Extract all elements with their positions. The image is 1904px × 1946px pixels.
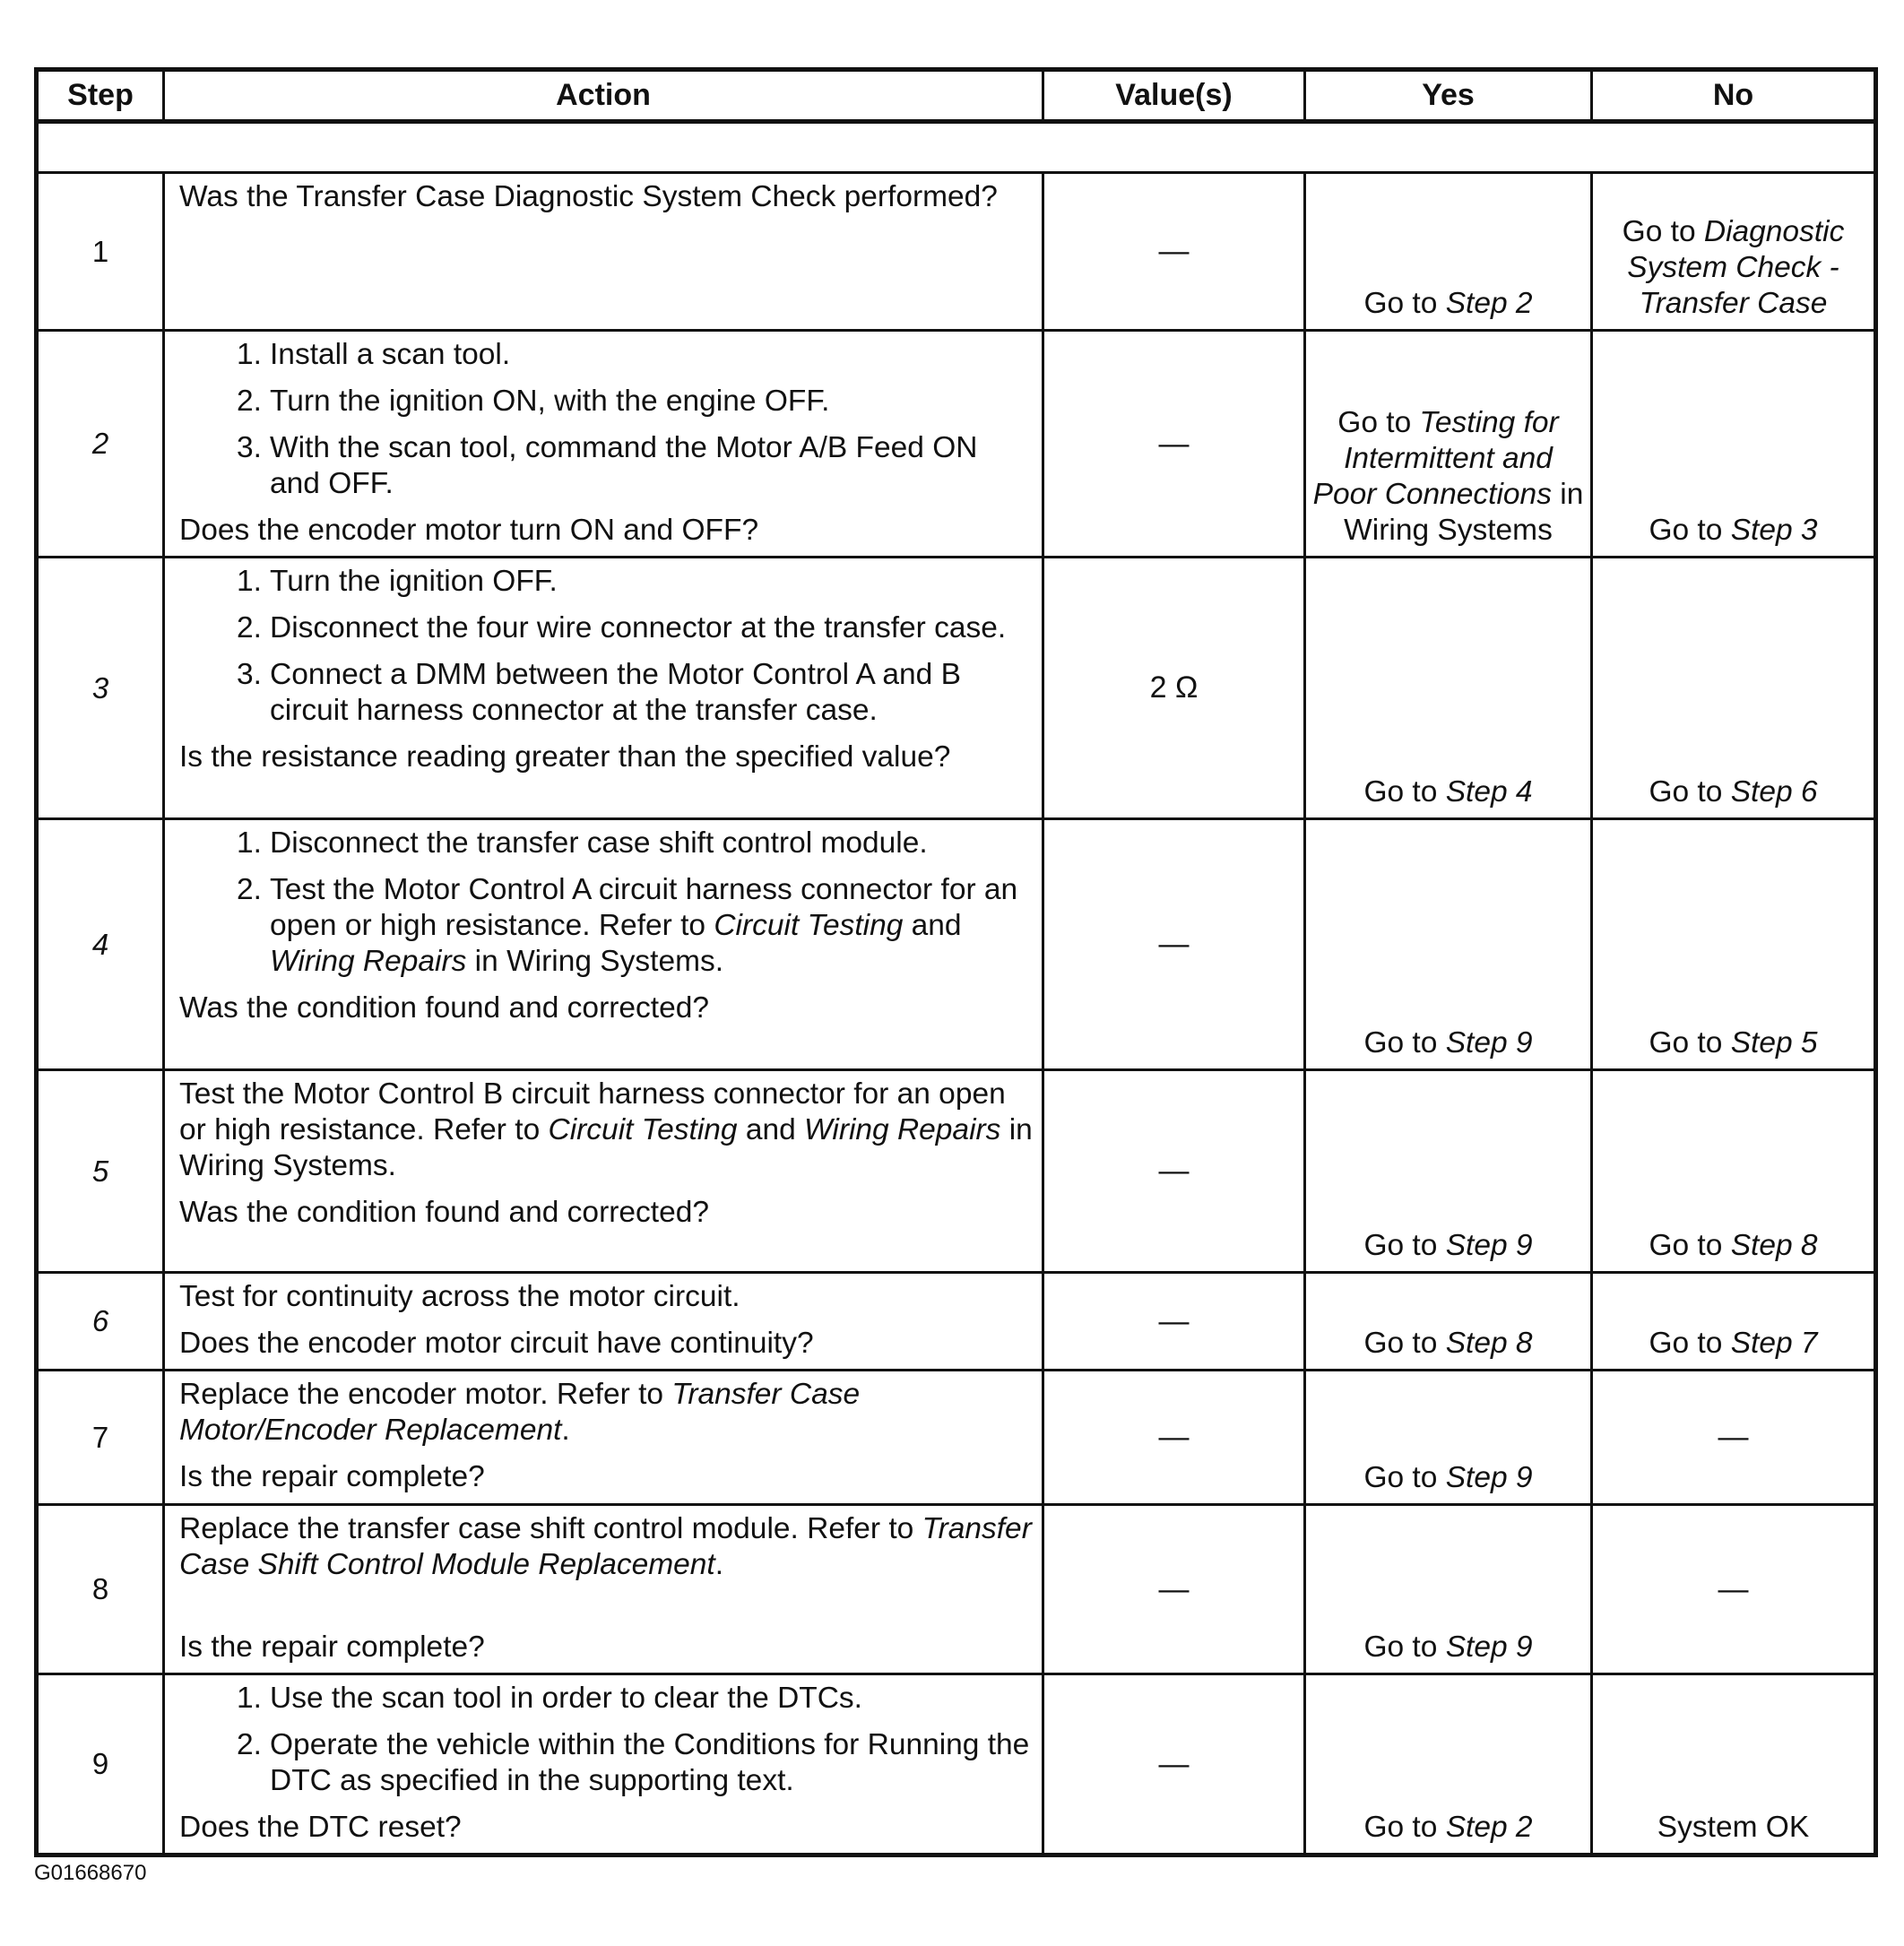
- step-number: 4: [37, 819, 164, 1070]
- yes-prefix: Go to: [1363, 1630, 1446, 1664]
- action-list: [179, 337, 1033, 502]
- value-cell: —: [1043, 1070, 1305, 1273]
- action-cell: [164, 819, 1043, 1070]
- yes-prefix: Go to: [1337, 406, 1420, 439]
- action-question: Does the DTC reset?: [179, 1811, 462, 1844]
- action-list: [179, 1681, 1033, 1799]
- list-item: 2. Test the Motor Control A circuit harness connector for an open or high resistance. Refer to Circuit Testing and Wiring Repairs in Wiring Systems.: [237, 873, 1018, 978]
- yes-cell: [1305, 173, 1592, 331]
- action-list: [179, 564, 1033, 729]
- no-cell: [1592, 1070, 1876, 1273]
- wiring-repairs-link[interactable]: Wiring Repairs: [270, 945, 467, 978]
- yes-prefix: Go to: [1363, 1461, 1446, 1494]
- no-cell: [1592, 173, 1876, 331]
- step-number: 9: [37, 1674, 164, 1855]
- yes-step-link[interactable]: Step 4: [1445, 775, 1533, 809]
- yes-step-link[interactable]: Step 9: [1445, 1026, 1533, 1059]
- step-number: 3: [37, 558, 164, 819]
- yes-prefix: Go to: [1363, 1026, 1446, 1059]
- action-cell: [164, 331, 1043, 558]
- header-step: Step: [37, 70, 164, 122]
- action-text: Was the Transfer Case Diagnostic System Check performed?: [179, 180, 998, 213]
- action-question: Is the resistance reading greater than the specified value?: [179, 740, 951, 774]
- step-number: 5: [37, 1070, 164, 1273]
- no-cell: —: [1592, 1505, 1876, 1674]
- yes-link[interactable]: Testing for Intermittent and Poor Connections: [1312, 406, 1559, 511]
- no-prefix: Go to: [1622, 215, 1704, 248]
- action-cell: [164, 558, 1043, 819]
- figure-id: G01668670: [34, 1861, 147, 1885]
- no-prefix: Go to: [1649, 775, 1731, 809]
- yes-cell: [1305, 331, 1592, 558]
- yes-step-link[interactable]: Step 2: [1445, 287, 1533, 320]
- no-prefix: Go to: [1649, 1229, 1731, 1262]
- value-cell: —: [1043, 1505, 1305, 1674]
- yes-cell: [1305, 1505, 1592, 1674]
- action-cell: [164, 1505, 1043, 1674]
- yes-cell: [1305, 1273, 1592, 1371]
- action-question: Was the condition found and corrected?: [179, 1196, 709, 1229]
- spacer-row: [37, 122, 1876, 173]
- no-step-link[interactable]: Step 3: [1730, 514, 1818, 547]
- no-cell: [1592, 558, 1876, 819]
- yes-step-link[interactable]: Step 9: [1445, 1630, 1533, 1664]
- circuit-testing-link[interactable]: Circuit Testing: [548, 1113, 738, 1146]
- action-cell: [164, 173, 1043, 331]
- yes-step-link[interactable]: Step 9: [1445, 1461, 1533, 1494]
- value-cell: —: [1043, 1273, 1305, 1371]
- no-step-link[interactable]: Step 6: [1730, 775, 1818, 809]
- no-prefix: Go to: [1649, 1026, 1731, 1059]
- yes-prefix: Go to: [1363, 775, 1446, 809]
- action-question: Does the encoder motor circuit have continuity?: [179, 1327, 814, 1360]
- step-number: 6: [37, 1273, 164, 1371]
- no-cell: [1592, 331, 1876, 558]
- header-row: [37, 70, 1876, 122]
- no-step-link[interactable]: Step 8: [1730, 1229, 1818, 1262]
- circuit-testing-link[interactable]: Circuit Testing: [714, 909, 904, 942]
- header-values: Value(s): [1043, 70, 1305, 122]
- action-list: [179, 826, 1033, 980]
- no-prefix: Go to: [1649, 1327, 1731, 1360]
- yes-cell: [1305, 1674, 1592, 1855]
- list-item: 3. Connect a DMM between the Motor Control A and B circuit harness connector at the transfer case.: [237, 658, 961, 727]
- diagnostic-table: [34, 67, 1878, 1857]
- no-cell: [1592, 819, 1876, 1070]
- step-number: 8: [37, 1505, 164, 1674]
- no-step-link[interactable]: Diagnostic System Check - Transfer Case: [1627, 215, 1845, 320]
- action-text: Test the Motor Control B circuit harness connector for an open or high resistance. Refer to Circuit Testing and Wiring Repairs in Wiring Systems.: [179, 1077, 1033, 1182]
- list-item: 1. Install a scan tool.: [237, 338, 511, 371]
- action-question: Is the repair complete?: [179, 1460, 485, 1493]
- yes-prefix: Go to: [1363, 1327, 1446, 1360]
- value-cell: —: [1043, 819, 1305, 1070]
- value-cell: 2 Ω: [1043, 558, 1305, 819]
- action-text: Replace the transfer case shift control module. Refer to Transfer Case Shift Control Module Replacement.: [179, 1512, 1032, 1581]
- replacement-link[interactable]: Transfer Case Motor/Encoder Replacement: [179, 1378, 861, 1447]
- header-action: Action: [164, 70, 1043, 122]
- list-item: 2. Operate the vehicle within the Conditions for Running the DTC as specified in the supporting text.: [237, 1728, 1030, 1797]
- header-no: No: [1592, 70, 1876, 122]
- wiring-repairs-link[interactable]: Wiring Repairs: [804, 1113, 1001, 1146]
- list-item: 1. Disconnect the transfer case shift control module.: [237, 826, 928, 860]
- step-row-3: [37, 558, 1876, 819]
- action-question: Does the encoder motor turn ON and OFF?: [179, 514, 759, 547]
- step-number: 2: [37, 331, 164, 558]
- yes-step-link[interactable]: Step 9: [1445, 1229, 1533, 1262]
- action-cell: [164, 1674, 1043, 1855]
- list-item: 1. Turn the ignition OFF.: [237, 565, 558, 598]
- value-cell: —: [1043, 1674, 1305, 1855]
- yes-suffix: in Wiring Systems: [1344, 478, 1584, 547]
- step-row-4: [37, 819, 1876, 1070]
- yes-prefix: Go to: [1363, 1811, 1446, 1844]
- yes-step-link[interactable]: Step 2: [1445, 1811, 1533, 1844]
- action-question: Is the repair complete?: [179, 1630, 485, 1664]
- no-cell: System OK: [1592, 1674, 1876, 1855]
- step-number: 7: [37, 1371, 164, 1505]
- list-item: 1. Use the scan tool in order to clear the DTCs.: [237, 1682, 862, 1715]
- yes-cell: [1305, 558, 1592, 819]
- yes-prefix: Go to: [1363, 1229, 1446, 1262]
- action-cell: [164, 1273, 1043, 1371]
- action-question: Was the condition found and corrected?: [179, 991, 709, 1025]
- step-row-2: [37, 331, 1876, 558]
- yes-cell: [1305, 1070, 1592, 1273]
- yes-step-link[interactable]: Step 8: [1445, 1327, 1533, 1360]
- header-yes: Yes: [1305, 70, 1592, 122]
- action-text: Replace the encoder motor. Refer to Transfer Case Motor/Encoder Replacement.: [179, 1378, 861, 1447]
- step-row-9: [37, 1674, 1876, 1855]
- value-cell: —: [1043, 173, 1305, 331]
- value-cell: —: [1043, 1371, 1305, 1505]
- action-cell: [164, 1371, 1043, 1505]
- no-step-link[interactable]: Step 5: [1730, 1026, 1818, 1059]
- no-prefix: Go to: [1649, 514, 1731, 547]
- action-text: Test for continuity across the motor circuit.: [179, 1280, 740, 1313]
- replacement-link[interactable]: Transfer Case Shift Control Module Replacement: [179, 1512, 1032, 1581]
- yes-cell: [1305, 1371, 1592, 1505]
- no-cell: [1592, 1273, 1876, 1371]
- yes-cell: [1305, 819, 1592, 1070]
- step-number: 1: [37, 173, 164, 331]
- no-cell: —: [1592, 1371, 1876, 1505]
- yes-prefix: Go to: [1363, 287, 1446, 320]
- no-step-link[interactable]: Step 7: [1730, 1327, 1818, 1360]
- value-cell: —: [1043, 331, 1305, 558]
- step-row-1: [37, 173, 1876, 331]
- list-item: 2. Disconnect the four wire connector at the transfer case.: [237, 611, 1007, 644]
- list-item: 3. With the scan tool, command the Motor A/B Feed ON and OFF.: [237, 431, 978, 500]
- step-row-6: [37, 1273, 1876, 1371]
- step-row-7: [37, 1371, 1876, 1505]
- list-item: 2. Turn the ignition ON, with the engine OFF.: [237, 385, 830, 418]
- step-row-8: [37, 1505, 1876, 1674]
- step-row-5: [37, 1070, 1876, 1273]
- action-cell: [164, 1070, 1043, 1273]
